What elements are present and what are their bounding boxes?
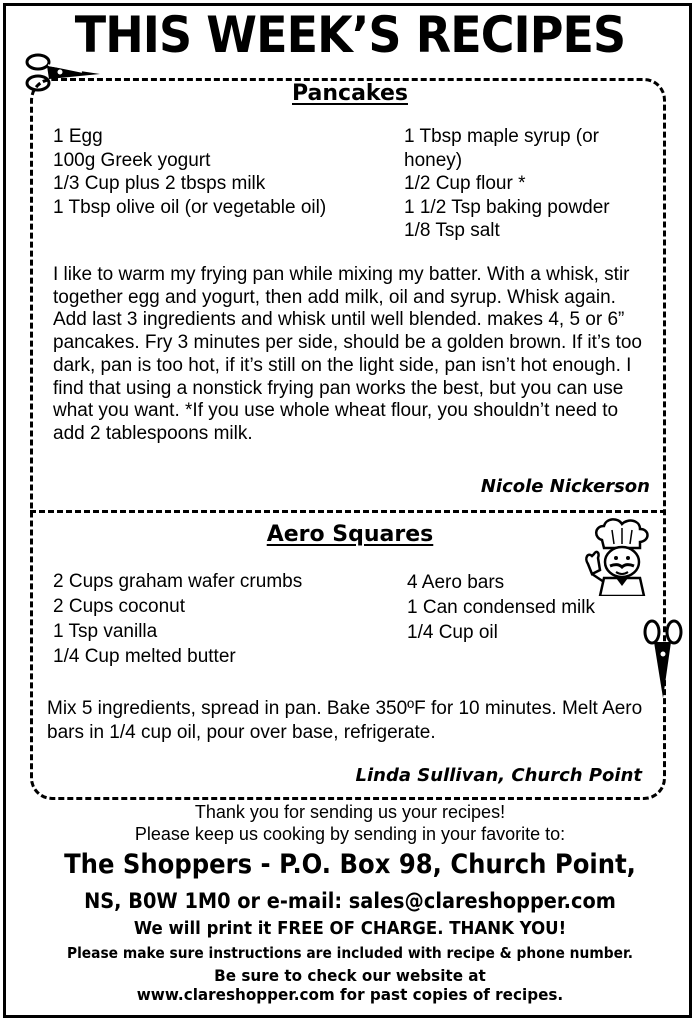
ingredient-list: [407, 570, 595, 645]
ingredient-list: [404, 125, 654, 243]
recipe-divider: [30, 510, 666, 513]
footer-request: Please keep us cooking by sending in your favorite to:: [134, 824, 566, 844]
recipe-instructions: I like to warm my frying pan while mixing my batter. With a whisk, stir together egg and yogurt, then add milk, oil and syrup. Whisk again. Add last 3 ingredients and whisk until well blended. makes 4, 5 or 6” pancakes. Fry 3 minutes per side, should be a golden brown. If it’s too dark, pan is too hot, if it’s still on the light side, pan isn’t hot enough. I find that using a nonstick frying pan works the best, but you can use what you want. *If you use whole wheat flour, you shouldn’t need to add 2 tablespoons milk.: [53, 264, 642, 444]
ingredient-item: 2 Cups coconut: [53, 596, 186, 617]
ingredient-item: 1/8 Tsp salt: [404, 220, 500, 241]
ingredient-item: 100g Greek yogurt: [53, 149, 211, 171]
footer-instructions-note: Please make sure instructions are included with recipe & phone number.: [66, 944, 634, 962]
footer-free-notice: We will print it FREE OF CHARGE. THANK YOU!: [133, 918, 567, 939]
footer-contact: NS, B0W 1M0 or e-mail: sales@clareshopper.com: [84, 889, 616, 913]
ingredient-item: 1 Tsp vanilla: [53, 621, 158, 642]
ingredient-item: 1/4 Cup melted butter: [53, 646, 236, 667]
ingredient-list: [53, 569, 302, 669]
ingredient-item: 4 Aero bars: [407, 572, 505, 593]
ingredient-item: 1 1/2 Tsp baking powder: [404, 196, 610, 218]
footer-thanks: Thank you for sending us your recipes!: [194, 802, 506, 822]
recipe-instructions: Mix 5 ingredients, spread in pan. Bake 350ºF for 10 minutes. Melt Aero bars in 1/4 cup oil, pour over base, refrigerate.: [47, 698, 643, 743]
ingredient-item: 1/3 Cup plus 2 tbsps milk: [53, 173, 266, 194]
recipe-title: Pancakes: [292, 81, 408, 106]
ingredient-item: 1 Can condensed milk: [407, 597, 595, 618]
footer-website-link: www.clareshopper.com for past copies of recipes.: [136, 985, 564, 1004]
scissors-icon: [640, 618, 686, 700]
recipe-author: Linda Sullivan, Church Point: [355, 765, 642, 786]
ingredient-item: 1 Tbsp maple syrup (or honey): [404, 126, 600, 171]
ingredient-item: 2 Cups graham wafer crumbs: [53, 571, 303, 592]
ingredient-item: 1 Tbsp olive oil (or vegetable oil): [53, 196, 327, 218]
ingredient-item: 1/4 Cup oil: [407, 622, 498, 643]
footer-address: The Shoppers - P.O. Box 98, Church Point,: [64, 849, 636, 880]
footer-website-note: Be sure to check our website at: [214, 966, 486, 985]
recipe-author: Nicole Nickerson: [480, 476, 650, 497]
ingredient-item: 1/2 Cup flour *: [404, 173, 526, 194]
ingredient-list: [53, 125, 326, 219]
ingredient-item: 1 Egg: [53, 126, 103, 147]
page-title: THIS WEEK’S RECIPES: [74, 6, 626, 64]
recipe-title: Aero Squares: [266, 522, 434, 547]
